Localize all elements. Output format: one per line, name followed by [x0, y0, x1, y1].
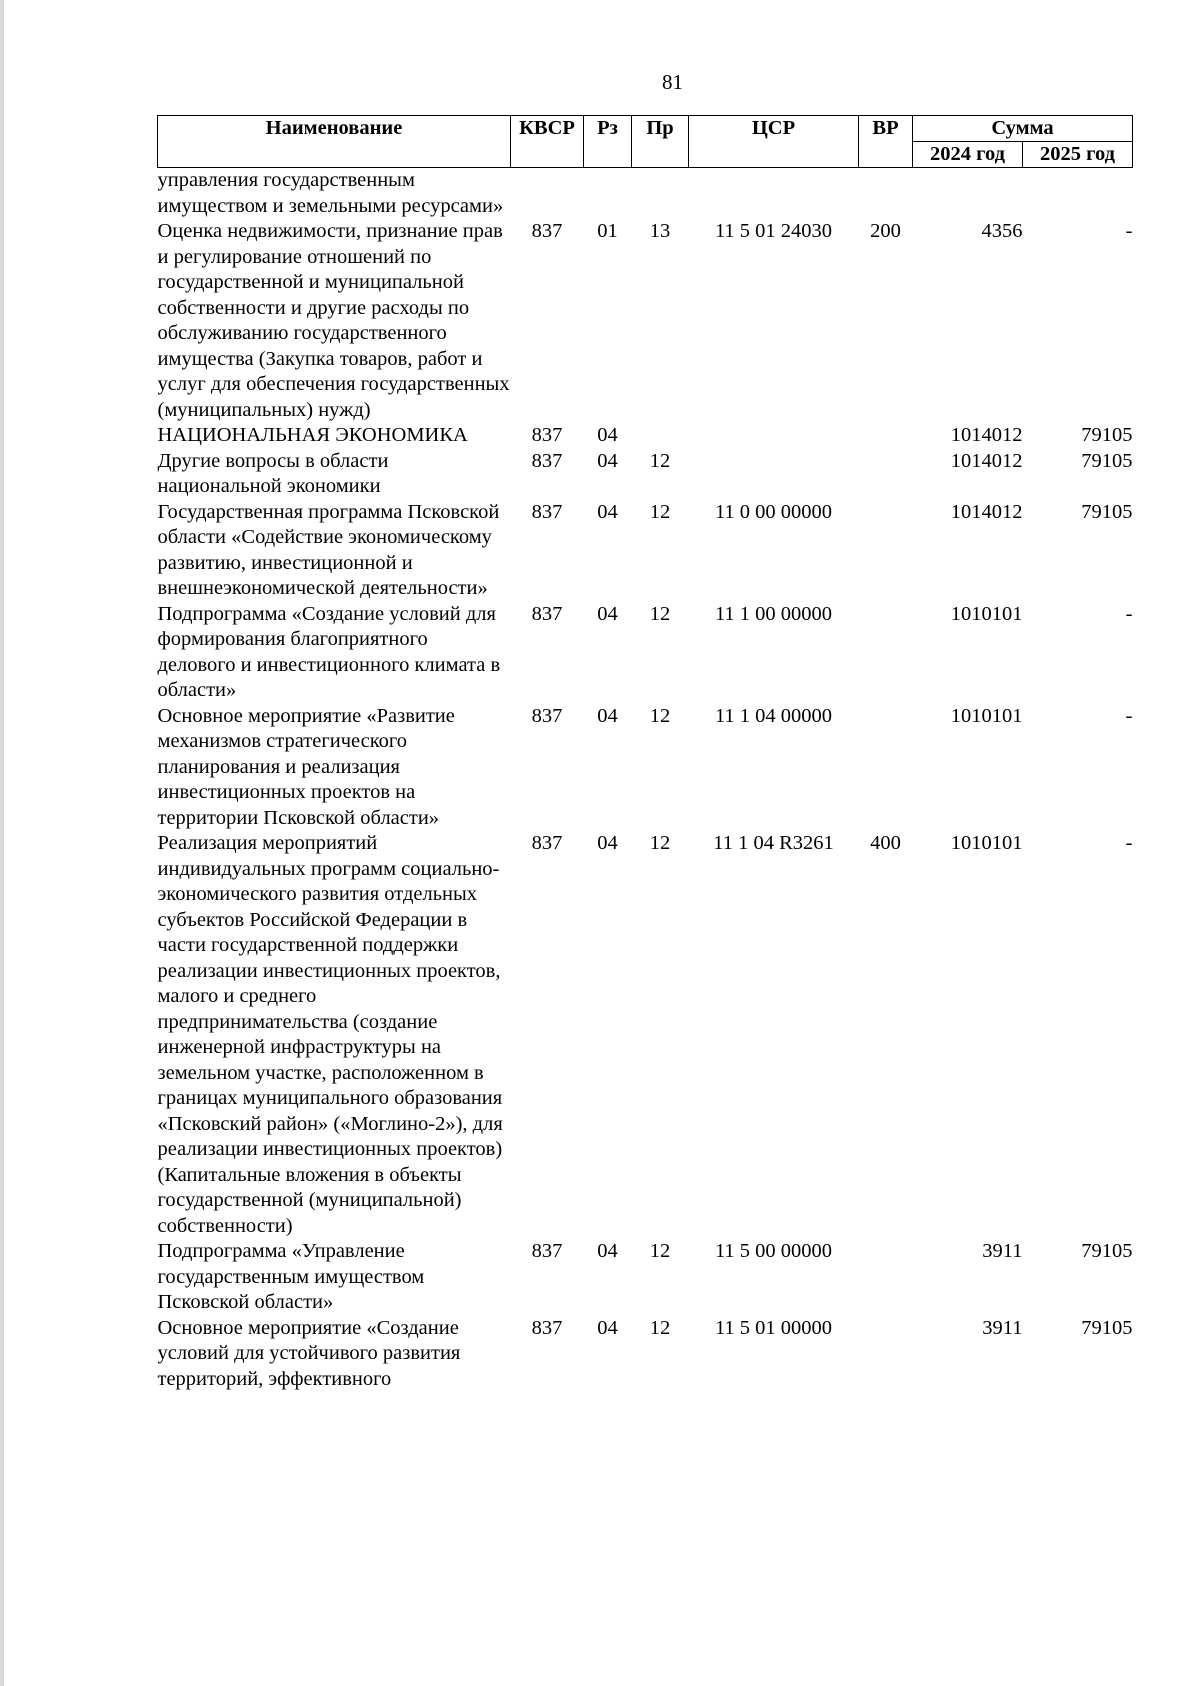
row-name: Подпрограмма «Управление государственным имуществом Псковской области» [157, 1240, 425, 1313]
header-name: Наименование [158, 116, 511, 168]
row-pr: 12 [649, 704, 671, 727]
row-vr [859, 168, 913, 220]
row-sum-2025 [1023, 168, 1133, 220]
row-pr: 12 [649, 602, 671, 625]
row-vr [859, 1316, 913, 1393]
row-name: управления государственным имуществом и земельными ресурсами» [157, 169, 504, 217]
row-kvsr: 837 [531, 832, 563, 854]
row-sum-2024: 3911 [982, 1240, 1023, 1262]
row-pr [632, 168, 689, 220]
row-name: Основное мероприятие «Развитие механизмов стратегического планирования и реализация инвестиционных проектов на территории Псковской области» [157, 704, 455, 829]
row-csr: 11 1 00 00000 [714, 602, 833, 625]
table-row [158, 704, 1133, 832]
row-sum-2024: 3911 [982, 1316, 1023, 1339]
row-sum-2024: 1014012 [950, 449, 1023, 472]
row-rz: 01 [597, 220, 618, 242]
row-name: Основное мероприятие «Создание условий для устойчивого развития территорий, эффективного [157, 1316, 461, 1390]
row-csr: 11 1 04 R3261 [713, 832, 834, 854]
row-pr: 13 [649, 220, 671, 242]
row-rz: 04 [597, 832, 618, 854]
row-rz: 04 [597, 424, 618, 446]
row-sum-2025: 79105 [1081, 424, 1133, 446]
row-sum-2025: 79105 [1081, 449, 1133, 472]
row-vr [859, 423, 913, 449]
row-kvsr: 837 [531, 424, 563, 446]
row-vr [859, 704, 913, 832]
row-kvsr: 837 [531, 1316, 563, 1339]
row-rz: 04 [597, 449, 618, 472]
header-csr: ЦСР [689, 116, 859, 168]
row-csr: 11 1 04 00000 [714, 704, 833, 727]
table-row [158, 423, 1133, 449]
table-row [158, 449, 1133, 500]
row-vr [859, 449, 913, 500]
row-name: Подпрограмма «Создание условий для формирования благоприятного делового и инвестиционного климата в области» [157, 602, 501, 701]
row-vr [859, 1239, 913, 1316]
header-year-2024: 2024 год [913, 142, 1023, 168]
row-pr: 12 [649, 1240, 671, 1262]
table-row [158, 831, 1133, 1239]
table-row [158, 168, 1133, 220]
header-rz: Рз [584, 116, 632, 168]
row-vr [859, 500, 913, 602]
row-name: НАЦИОНАЛЬНАЯ ЭКОНОМИКА [157, 424, 468, 446]
row-sum-2025: - [1125, 220, 1133, 242]
row-sum-2025: - [1125, 602, 1133, 625]
header-sum: Сумма [913, 116, 1133, 142]
row-csr [689, 423, 859, 449]
page-number: 81 [662, 70, 683, 94]
table-body [158, 168, 1133, 1393]
row-rz: 04 [597, 500, 618, 523]
table-row [158, 1316, 1133, 1393]
row-sum-2024: 1010101 [950, 602, 1023, 625]
row-kvsr: 837 [531, 500, 563, 523]
row-rz: 04 [597, 1240, 618, 1262]
scan-edge [0, 0, 4, 1686]
row-sum-2024: 4356 [981, 220, 1023, 242]
row-csr: 11 5 01 00000 [714, 1316, 833, 1339]
row-name: Реализация мероприятий индивидуальных программ социально-экономического развития отдельных субъектов Российской Федерации в части государственной поддержки реализации инвестиционных проектов, малого и среднего предпринимательства (создание инженерной инфраструктуры на земельном участке, расположенном в границах муниципального образования «Псковский район» («Моглино-2»), для реализации инвестиционных проектов) (Капитальные вложения в объекты государственной (муниципальной) собственности) [157, 832, 503, 1237]
row-kvsr [511, 168, 584, 220]
row-pr: 12 [649, 449, 671, 472]
row-sum-2024 [913, 168, 1023, 220]
row-csr: 11 5 01 24030 [714, 220, 833, 242]
row-name: Государственная программа Псковской области «Содействие экономическому развитию, инвестиционной и внешнеэкономической деятельности» [157, 500, 500, 599]
row-sum-2025: - [1125, 832, 1133, 854]
header-kvsr: КВСР [511, 116, 584, 168]
row-rz [584, 168, 632, 220]
row-vr: 400 [870, 832, 901, 854]
row-sum-2025: 79105 [1081, 1240, 1133, 1262]
row-rz: 04 [597, 704, 618, 727]
row-csr: 11 0 00 00000 [714, 500, 833, 523]
row-kvsr: 837 [531, 449, 563, 472]
budget-table [157, 115, 1133, 1392]
row-pr: 12 [649, 1316, 671, 1339]
row-csr: 11 5 00 00000 [714, 1240, 833, 1262]
row-csr [689, 449, 859, 500]
row-sum-2025: 79105 [1081, 1316, 1133, 1339]
row-sum-2025: 79105 [1081, 500, 1133, 523]
row-pr: 12 [649, 500, 671, 523]
row-name: Оценка недвижимости, признание прав и регулирование отношений по государственной и муниципальной собственности и другие расходы по обслуживанию государственного имущества (Закупка товаров, работ и услуг для обеспечения государственных (муниципальных) нужд) [157, 220, 510, 421]
table-header [158, 116, 1133, 168]
row-vr [859, 602, 913, 704]
row-sum-2025: - [1125, 704, 1133, 727]
row-kvsr: 837 [531, 220, 563, 242]
row-sum-2024: 1014012 [950, 500, 1023, 523]
row-rz: 04 [597, 1316, 618, 1339]
table-row [158, 500, 1133, 602]
row-pr [632, 423, 689, 449]
row-name: Другие вопросы в области национальной экономики [157, 449, 389, 497]
header-vr: ВР [859, 116, 913, 168]
row-kvsr: 837 [531, 704, 563, 727]
row-vr: 200 [870, 220, 901, 242]
table-row [158, 219, 1133, 423]
table-row [158, 1239, 1133, 1316]
header-pr: Пр [632, 116, 689, 168]
row-kvsr: 837 [531, 602, 563, 625]
row-pr: 12 [649, 832, 671, 854]
row-rz: 04 [597, 602, 618, 625]
row-sum-2024: 1010101 [950, 832, 1023, 854]
header-year-2025: 2025 год [1023, 142, 1133, 168]
table-row [158, 602, 1133, 704]
row-sum-2024: 1010101 [950, 704, 1023, 727]
row-kvsr: 837 [531, 1240, 563, 1262]
row-sum-2024: 1014012 [950, 424, 1023, 446]
row-csr [689, 168, 859, 220]
